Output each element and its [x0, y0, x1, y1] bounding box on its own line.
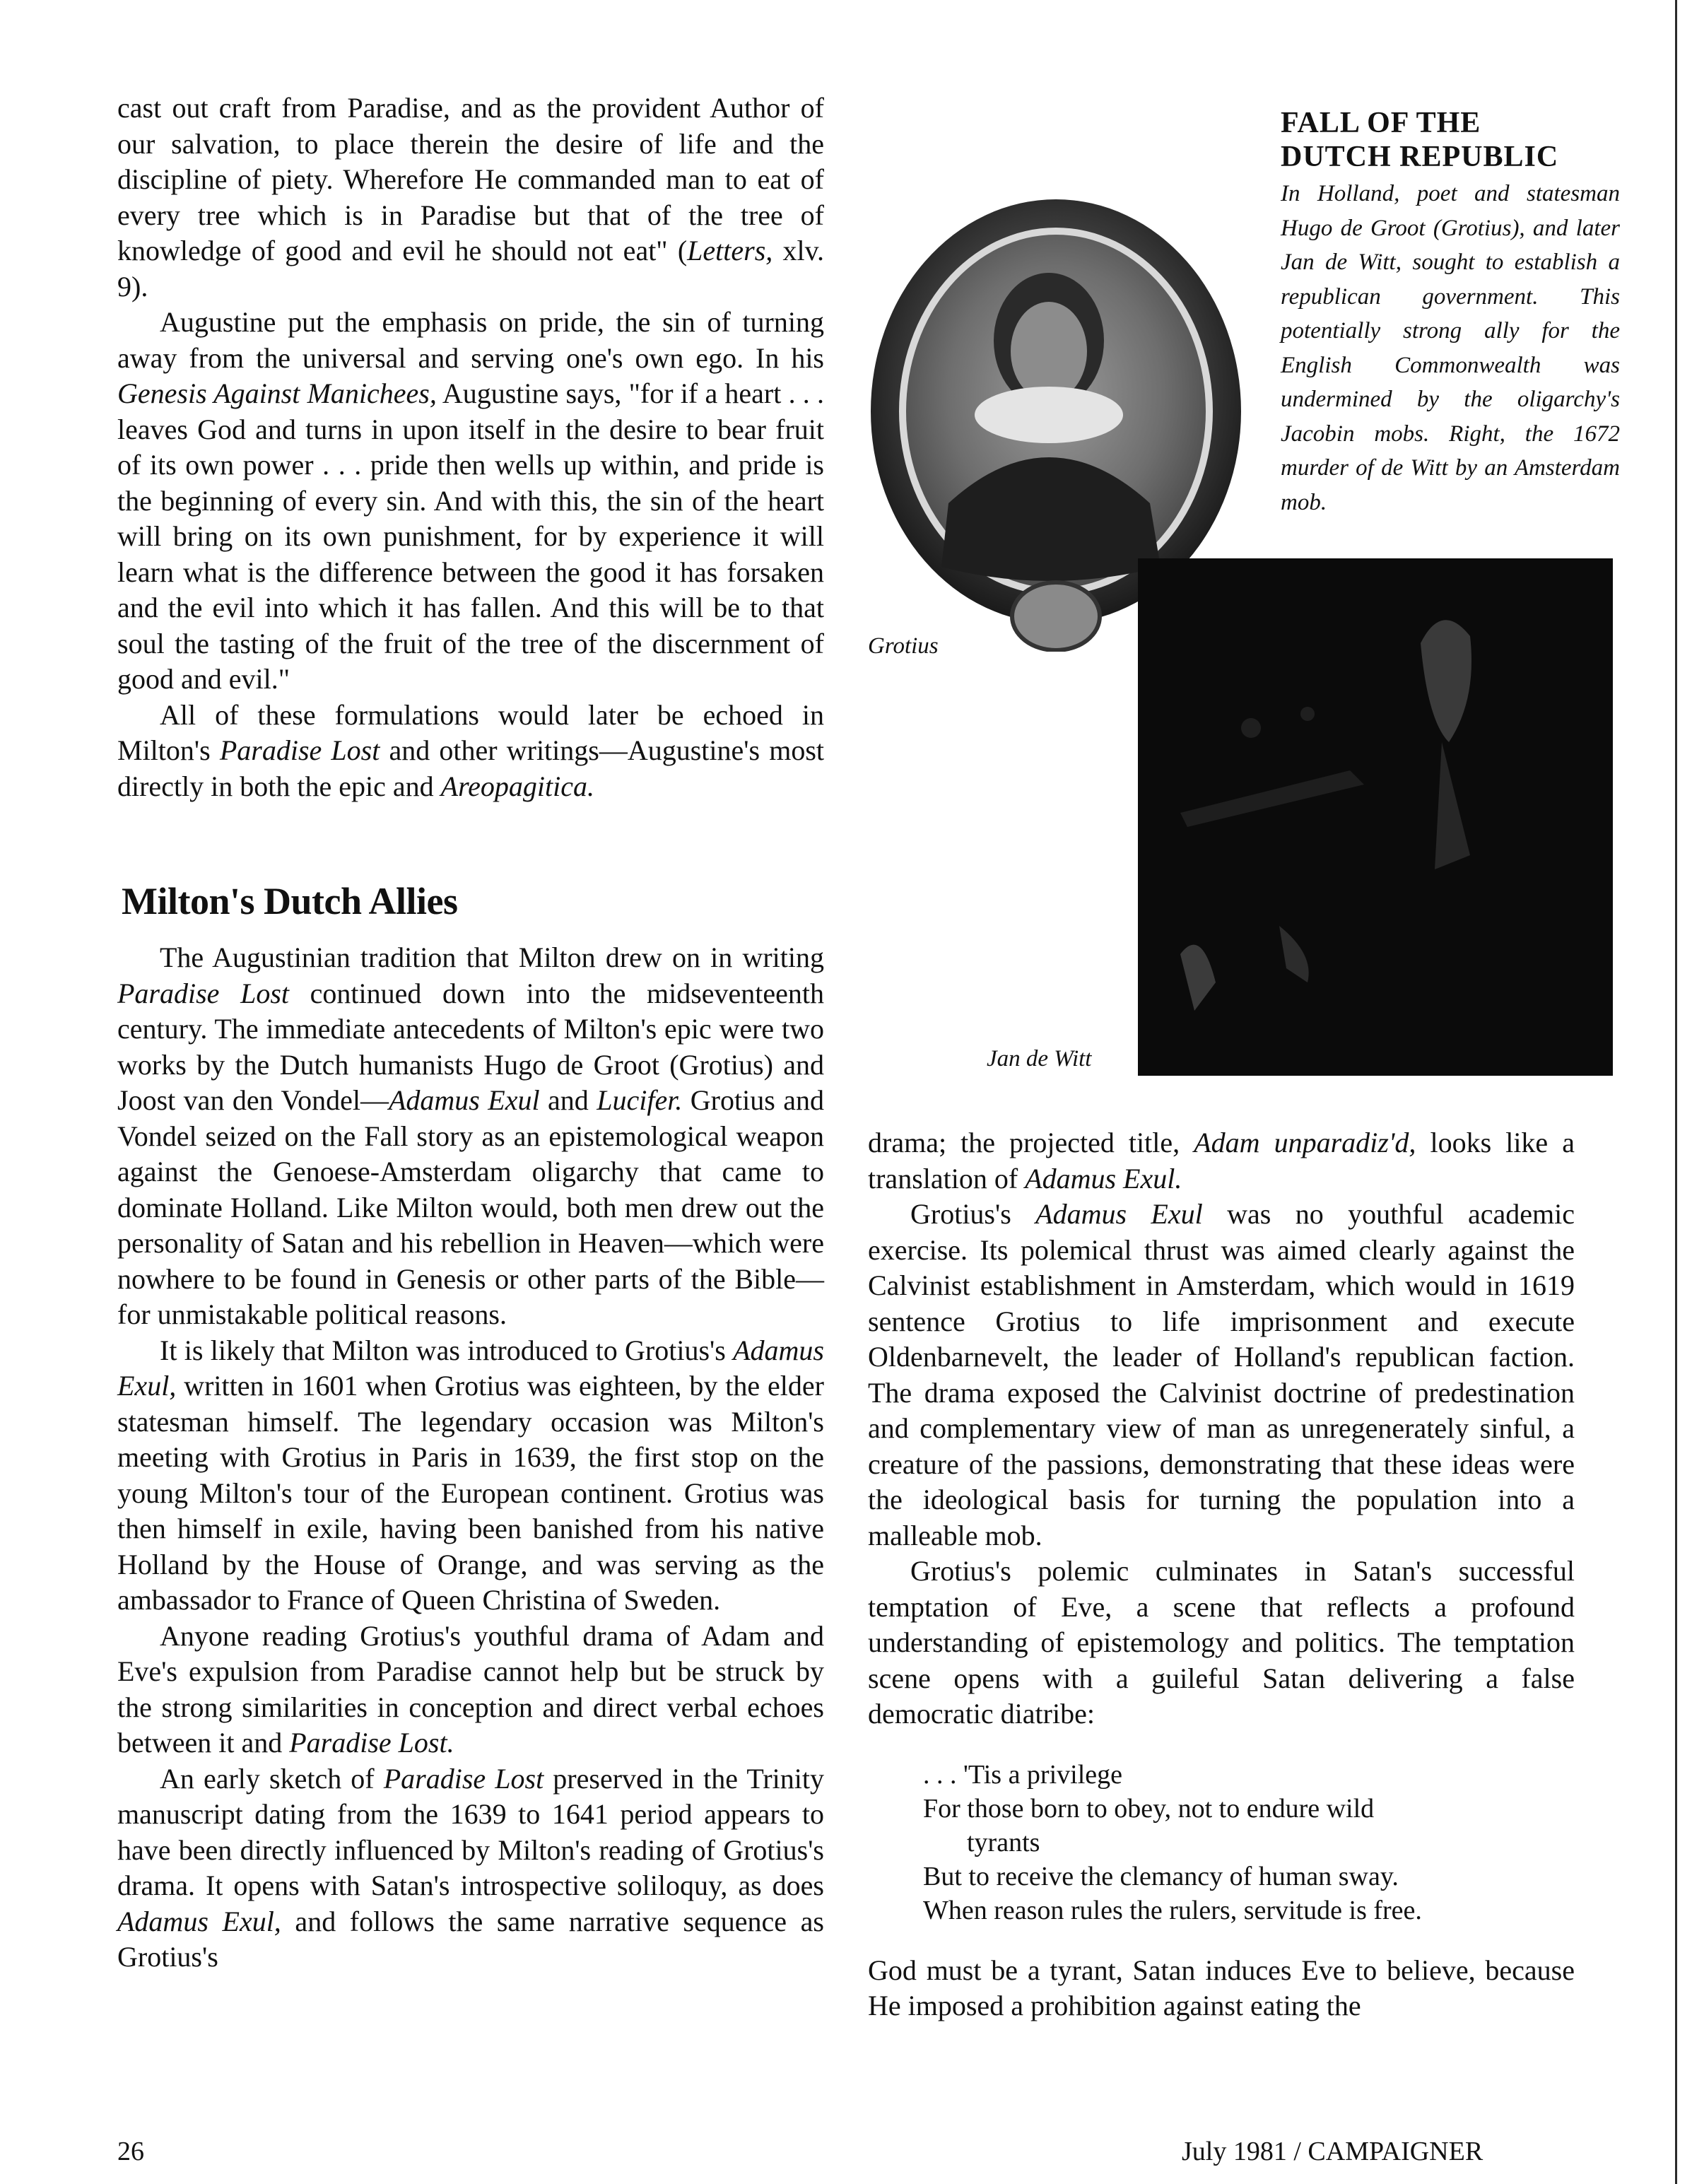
verse-line: tyrants	[967, 1827, 1040, 1857]
paragraph: It is likely that Milton was introduced to Grotius's Adamus Exul, written in 1601 when Grotius was eighteen, by the elder statesman himself. The legendary occasion was Milton's meeting with Grotius in Paris in 1639, the first stop on the young Milton's tour of the European continent. Grotius was then himself in exile, having been banished from his native Holland by the House of Orange, and was serving as the ambassador to France of Queen Christina of Sweden.	[117, 1334, 824, 1616]
paragraph: An early sketch of Paradise Lost preserved in the Trinity manuscript dating from the 1639 to 1641 period appears to have been directly influenced by Milton's reading of Grotius's drama. It opens with Satan's introspective soliloquy, as does Adamus Exul, and follows the same narrative sequence as Grotius's	[117, 1762, 825, 1973]
issue-footer: July 1981 / CAMPAIGNER	[1182, 2137, 1484, 2166]
left-column-bottom	[117, 940, 824, 1975]
paragraph: Anyone reading Grotius's youthful drama of Adam and Eve's expulsion from Paradise cannot help but be struck by the strong similarities in conception and direct verbal echoes between it and Paradise Lost.	[117, 1619, 824, 1759]
verse-line: But to receive the clemancy of human sway.	[923, 1861, 1399, 1891]
verse-line: When reason rules the rulers, servitude is free.	[923, 1895, 1422, 1925]
caption-title-line: FALL OF THE	[1281, 107, 1481, 139]
caption-title	[1281, 106, 1620, 174]
de-witt-label: Jan de Witt	[987, 1046, 1092, 1072]
grotius-label: Grotius	[868, 633, 939, 659]
verse-line: For those born to obey, not to endure wild	[923, 1793, 1375, 1824]
verse-quote	[923, 1758, 1575, 1927]
caption-title-line: DUTCH REPUBLIC	[1281, 141, 1559, 173]
verse-line: . . . 'Tis a privilege	[923, 1759, 1122, 1790]
paragraph: Grotius's polemic culminates in Satan's successful temptation of Eve, a scene that reflects a profound understanding of epistemology and politics. The temptation scene opens with a guileful Satan delivering a false democratic diatribe:	[868, 1555, 1575, 1730]
section-heading: Milton's Dutch Allies	[122, 880, 458, 922]
paragraph: Grotius's Adamus Exul was no youthful academic exercise. Its polemical thrust was aimed clearly against the Calvinist establishment in Amsterdam, which would in 1619 sentence Grotius to life imprisonment and execute Oldenbarnevelt, the leader of Holland's republican faction. The drama exposed the Calvinist doctrine of predestination and complementary view of man as unregenerately sinful, a creature of the passions, demonstrating that these ideas were the ideological basis for turning the population into a malleable mob.	[868, 1198, 1575, 1551]
paragraph: Augustine put the emphasis on pride, the sin of turning away from the universal and serving one's own ego. In his Genesis Against Manichees, Augustine says, "for if a heart . . . leaves God and turns in upon itself in the desire to bear fruit of its own power . . . pride then wells up within, and pride is the beginning of every sin. And with this, the sin of the heart will bring on its own punishment, for by experience it will learn what is the difference between the good it has forsaken and the evil into which it has fallen. And this will be to that soul the tasting of the fruit of the tree of the discernment of good and evil."	[117, 306, 824, 695]
paragraph: cast out craft from Paradise, and as the provident Author of our salvation, to place therein the desire of life and the discipline of piety. Wherefore He commanded man to eat of every tree which is in Paradise but that of the tree of knowledge of good and evil he should not eat" (Letters, xlv. 9).	[117, 92, 824, 303]
paragraph: The Augustinian tradition that Milton drew on in writing Paradise Lost continued down into the midseventeenth century. The immediate antecedents of Milton's epic were two works by the Dutch humanists Hugo de Groot (Grotius) and Joost van den Vondel—Adamus Exul and Lucifer. Grotius and Vondel seized on the Fall story as an epistemological weapon against the Genoese-Amsterdam oligarchy that came to dominate Holland. Like Milton would, both men drew out the personality of Satan and his rebellion in Heaven—which were nowhere to be found in Genesis or other parts of the Bible—for unmistakable political reasons.	[117, 941, 825, 1330]
left-column-top	[117, 90, 824, 804]
image-caption	[1281, 106, 1620, 519]
de-witt-photo	[1138, 558, 1613, 1076]
paragraph: All of these formulations would later be echoed in Milton's Paradise Lost and other writings—Augustine's most directly in both the epic and Areopagitica.	[117, 698, 824, 802]
page-number: 26	[117, 2137, 144, 2166]
paragraph: drama; the projected title, Adam unparadiz'd, looks like a translation of Adamus Exul.	[868, 1127, 1575, 1194]
caption-text: In Holland, poet and statesman Hugo de Groot (Grotius), and later Jan de Witt, sought to establish a republican government. This potentially strong ally for the English Commonwealth was undermined by the oligarchy's Jacobin mobs. Right, the 1672 murder of de Witt by an Amsterdam mob.	[1281, 181, 1620, 515]
scan-edge-rule	[1675, 0, 1677, 2184]
paragraph: God must be a tyrant, Satan induces Eve to believe, because He imposed a prohibition against eating the	[868, 1954, 1575, 2021]
right-column	[868, 1125, 1575, 2024]
